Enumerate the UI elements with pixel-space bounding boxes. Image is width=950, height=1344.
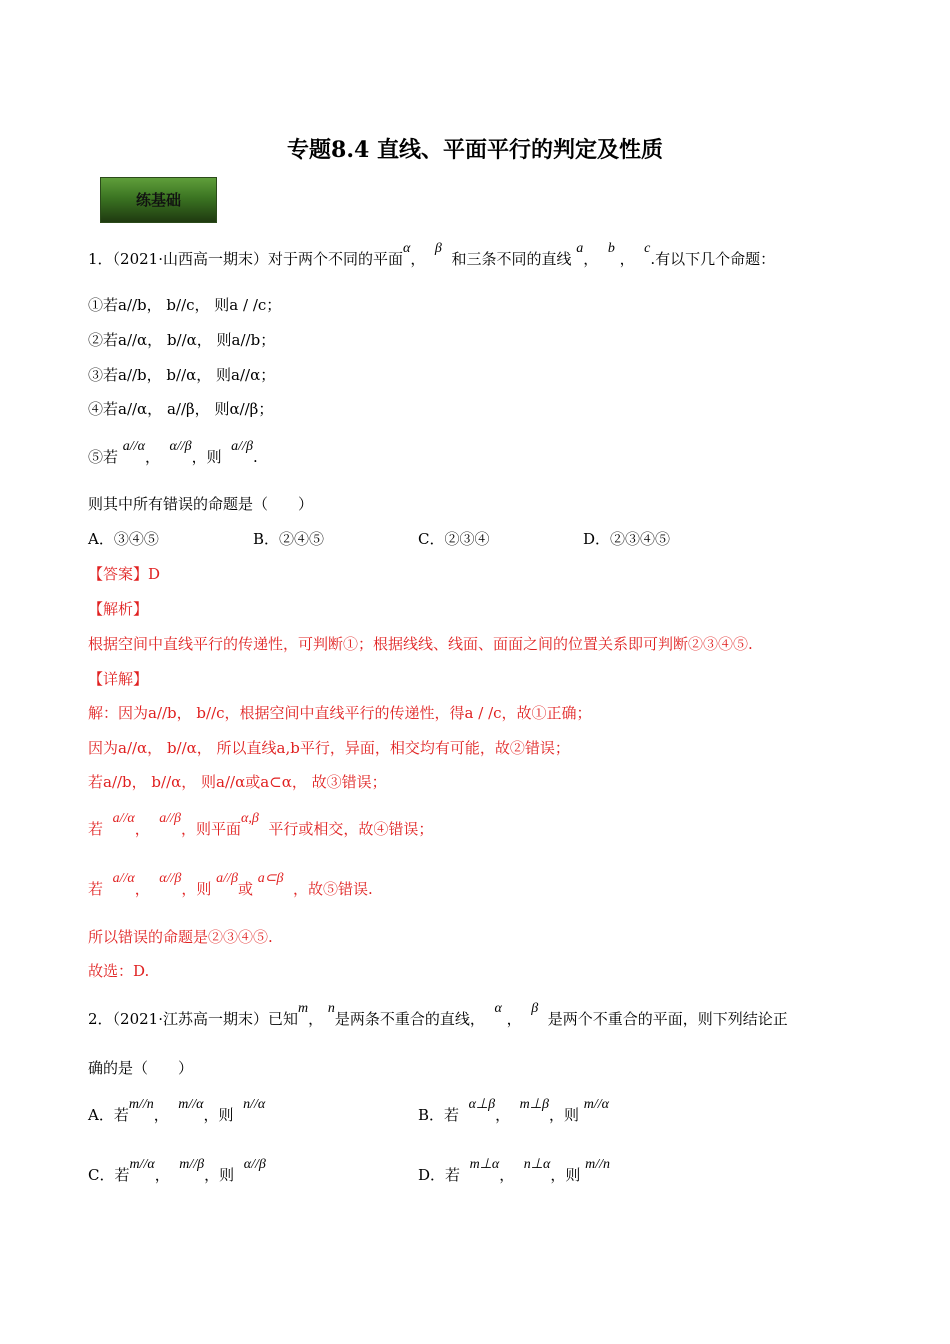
q2-comma: ， (154, 1166, 170, 1184)
section-badge: 练基础 (100, 177, 217, 223)
q2-line-n: n (327, 1001, 335, 1016)
q1-comma: ， (619, 250, 635, 268)
q1-d5-text-d: ，故⑤错误. (292, 880, 373, 898)
q1-detail-7: 故选：D. (88, 962, 150, 980)
q2-alpha: α (494, 1001, 502, 1016)
q1-comma: ， (144, 448, 160, 466)
q2-comma: ， (495, 1106, 511, 1124)
q2-c-label: C．若 (88, 1166, 130, 1184)
q1-answer: 【答案】D (88, 565, 161, 583)
q1-detail-head: 【详解】 (88, 670, 149, 688)
q1-d5-math-3: a//β (216, 871, 238, 886)
q1-proposition-2: ②若a//α， b//α， 则a//b； (88, 331, 276, 349)
q1-line-c: c (644, 241, 651, 256)
q2-d-math-3: m//n (585, 1157, 611, 1172)
q1-proposition-4: ④若a//α， a//β， 则α//β； (88, 400, 274, 418)
q2-beta: β (531, 1001, 539, 1016)
q1-comma: ， (410, 250, 426, 268)
q2-a-math-3: n//α (243, 1097, 266, 1112)
q1-analysis-head: 【解析】 (88, 600, 149, 618)
q2-option-d (418, 1157, 611, 1184)
q1-comma: ， (134, 820, 150, 838)
q2-c-math-3: α//β (243, 1157, 266, 1172)
q1-d4-math-3: α,β (241, 811, 259, 826)
q1-d5-math-4: a⊂β (257, 871, 284, 886)
q1-comma: ， (583, 250, 599, 268)
q2-c-math-1: m//α (129, 1157, 155, 1172)
q2-then: ，则 (550, 1166, 581, 1184)
q1-d4-text-a: 若 (88, 820, 104, 838)
q1-p5-text-a: ⑤若 (88, 448, 119, 466)
q1-p5-math-1: a//α (122, 439, 145, 454)
q1-detail-3: 若a//b， b//α， 则a//α或a⊂α， 故③错误； (88, 773, 387, 791)
q1-beta: β (434, 241, 442, 256)
q1-detail-5 (88, 871, 373, 898)
q2-stem-text-b: 是两条不重合的直线， (334, 1010, 485, 1028)
q1-stem-text-b: 和三条不同的直线 (451, 250, 572, 268)
q2-option-a (88, 1097, 266, 1124)
q2-line-m: m (298, 1001, 309, 1016)
q1-p5-text-c: . (252, 448, 258, 466)
q1-d4-math-1: a//α (112, 811, 135, 826)
q1-stem (88, 241, 776, 268)
q1-d4-text-b: ，则平面 (181, 820, 242, 838)
q2-b-math-3: m//α (583, 1097, 609, 1112)
q2-comma: ， (506, 1010, 522, 1028)
q2-comma: ， (153, 1106, 169, 1124)
q2-stem-text-a: 2．（2021·江苏高一期末）已知 (88, 1010, 298, 1028)
q1-option-c: C．②③④ (418, 530, 490, 548)
q1-d5-math-1: a//α (112, 871, 135, 886)
q2-then: ，则 (203, 1106, 234, 1124)
q1-option-b: B．②④⑤ (253, 530, 325, 548)
q1-detail-4 (88, 811, 434, 838)
q2-a-label: A．若 (88, 1106, 129, 1124)
q1-line-b: b (607, 241, 615, 256)
q1-analysis: 根据空间中直线平行的传递性，可判断①；根据线线、线面、面面之间的位置关系即可判断②③④⑤. (88, 635, 753, 653)
q1-d5-text-c: 或 (237, 880, 253, 898)
q1-comma: ， (134, 880, 150, 898)
q2-a-math-2: m//α (178, 1097, 204, 1112)
q2-option-c (88, 1157, 266, 1184)
q1-detail-6: 所以错误的命题是②③④⑤. (88, 928, 273, 946)
q2-c-math-2: m//β (179, 1157, 205, 1172)
q2-then: ，则 (548, 1106, 579, 1124)
q1-proposition-5 (88, 439, 258, 466)
q1-stem-text-a: 1．（2021·山西高一期末）对于两个不同的平面 (88, 250, 403, 268)
q2-then: ，则 (204, 1166, 235, 1184)
q2-b-label: B．若 (418, 1106, 460, 1124)
q1-p5-text-b: ，则 (191, 448, 222, 466)
q1-d5-text-b: ，则 (181, 880, 212, 898)
q1-line-a: a (576, 241, 584, 256)
q2-b-math-2: m⊥β (519, 1097, 549, 1112)
q2-stem-text-c: 是两个不重合的平面，则下列结论正 (547, 1010, 788, 1028)
q1-option-a: A．③④⑤ (88, 530, 159, 548)
q1-d4-math-2: a//β (159, 811, 182, 826)
q1-detail-1: 解：因为a//b， b//c，根据空间中直线平行的传递性，得a / /c，故①正确； (88, 704, 592, 722)
q1-proposition-1: ①若a//b， b//c， 则a / /c； (88, 296, 282, 314)
q2-d-math-1: m⊥α (469, 1157, 500, 1172)
q1-detail-2: 因为a//α， b//α， 所以直线a,b平行，异面，相交均有可能，故②错误； (88, 739, 570, 757)
q1-proposition-3: ③若a//b， b//α， 则a//α； (88, 366, 276, 384)
q1-d4-text-c: 平行或相交，故④错误； (268, 820, 434, 838)
q2-a-math-1: m//n (128, 1097, 154, 1112)
q2-option-b (418, 1097, 609, 1124)
page-title: 专题8.4 直线、平面平行的判定及性质 (287, 137, 663, 163)
q2-stem (88, 1001, 788, 1028)
q2-comma: ， (308, 1010, 324, 1028)
q1-stem-text-c: .有以下几个命题： (650, 250, 776, 268)
q1-d5-math-2: α//β (159, 871, 182, 886)
q2-d-label: D．若 (418, 1166, 461, 1184)
q1-ask: 则其中所有错误的命题是（ ） (88, 495, 314, 513)
q2-d-math-2: n⊥α (523, 1157, 551, 1172)
q2-comma: ， (499, 1166, 515, 1184)
q1-p5-math-3: a//β (231, 439, 253, 454)
q2-b-math-1: α⊥β (468, 1097, 496, 1112)
q1-option-d: D．②③④⑤ (583, 530, 671, 548)
q1-alpha: α (403, 241, 411, 256)
q2-stem-cont: 确的是（ ） (88, 1059, 194, 1077)
q1-p5-math-2: α//β (169, 439, 192, 454)
q1-d5-text-a: 若 (88, 880, 104, 898)
